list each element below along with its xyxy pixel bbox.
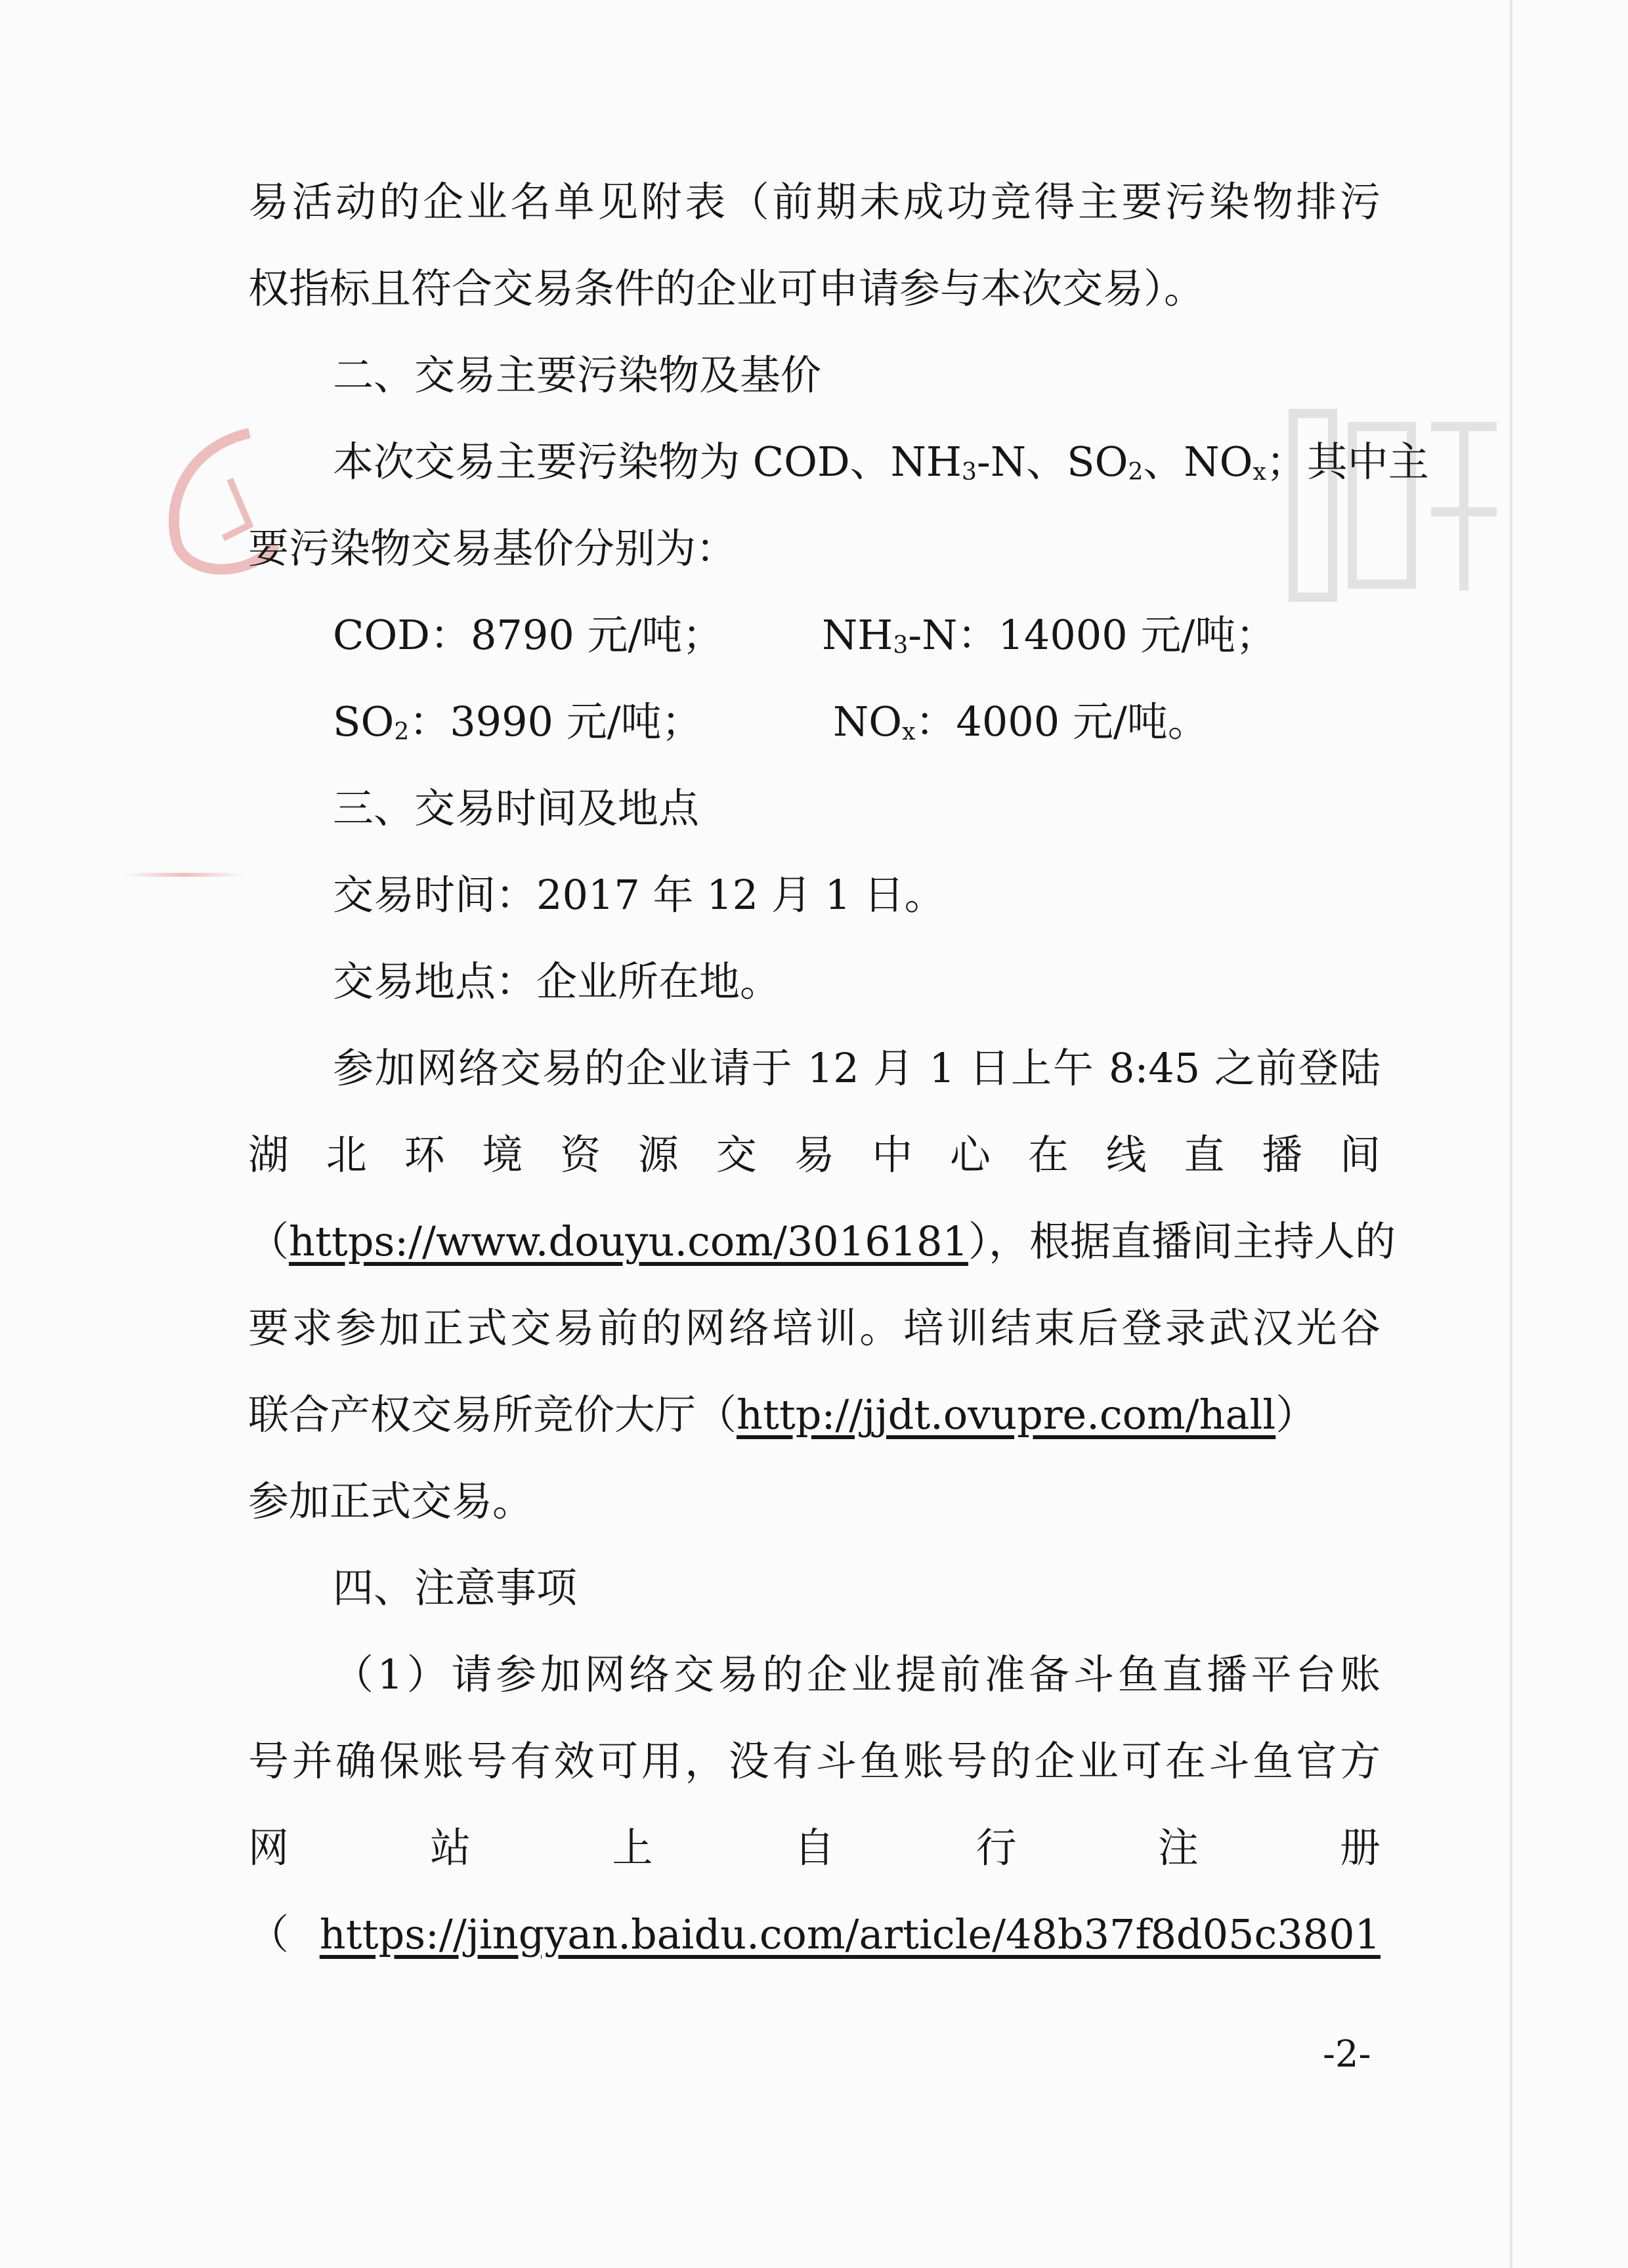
- paragraph-line: [333, 869, 1381, 921]
- char: 自: [794, 1824, 835, 1872]
- char: 间: [1339, 1131, 1381, 1179]
- paragraph-line: [333, 1648, 1381, 1701]
- text-fragment: 、NO: [1143, 438, 1253, 486]
- char: 直: [1184, 1131, 1225, 1179]
- subscript: x: [902, 719, 916, 746]
- trade-place: 交易地点：企业所在地。: [333, 957, 781, 1005]
- paragraph-line: [333, 1042, 1381, 1095]
- text-line: 易活动的企业名单见附表（前期未成功竞得主要污染物排污: [248, 178, 1381, 226]
- char: 行: [975, 1824, 1017, 1872]
- char: 中: [872, 1131, 913, 1179]
- char: 交: [716, 1131, 757, 1179]
- char: 境: [482, 1131, 523, 1179]
- paragraph-line: [248, 262, 1381, 315]
- text-fragment: SO: [333, 698, 395, 746]
- char: 站: [430, 1824, 471, 1872]
- heading-text: 三、交易时间及地点: [333, 784, 700, 832]
- paragraph-line: [248, 176, 1381, 228]
- text-line: 要污染物交易基价分别为：: [248, 524, 737, 572]
- paragraph-line: [248, 1302, 1381, 1354]
- subscript: x: [1253, 459, 1266, 486]
- text-line: 权指标且符合交易条件的企业可申请参与本次交易）。: [248, 264, 1205, 312]
- char: 在: [1027, 1131, 1069, 1179]
- subscript: 3: [962, 459, 977, 486]
- text-fragment: -N、SO: [976, 438, 1128, 486]
- text-fragment: -N：14000 元/吨；: [908, 611, 1277, 659]
- text-fragment: ：3990 元/吨；: [409, 698, 702, 746]
- char: 播: [1262, 1131, 1303, 1179]
- char: 册: [1339, 1824, 1381, 1872]
- char: 环: [404, 1131, 445, 1179]
- text-line: （1）请参加网络交易的企业提前准备斗鱼直播平台账: [333, 1650, 1381, 1698]
- text-fragment: ：4000 元/吨。: [915, 698, 1209, 746]
- paragraph-line: [248, 1389, 1381, 1441]
- paragraph-line-spaced: [248, 1822, 1381, 1874]
- bidding-hall-link[interactable]: http://jjdt.ovupre.com/hall: [737, 1391, 1276, 1438]
- trade-time: 交易时间：2017 年 12 月 1 日。: [333, 871, 945, 919]
- char: 北: [326, 1131, 367, 1179]
- paragraph-line: [248, 1475, 1381, 1528]
- text-fragment: （: [248, 1217, 289, 1265]
- char: 心: [950, 1131, 991, 1179]
- register-guide-link[interactable]: https://jingyan.baidu.com/article/48b37f8d05c3801: [319, 1910, 1381, 1958]
- page-edge: [1510, 0, 1512, 2268]
- text-fragment: NH: [822, 611, 893, 659]
- char: 湖: [248, 1131, 289, 1179]
- text-line: 参加网络交易的企业请于 12 月 1 日上午 8:45 之前登陆: [333, 1044, 1381, 1092]
- char: 注: [1157, 1824, 1199, 1872]
- page-number: -2-: [1323, 2033, 1371, 2076]
- char: 网: [248, 1824, 289, 1872]
- price-nh3n: [822, 609, 1276, 662]
- char: 资: [560, 1131, 601, 1179]
- char: 易: [794, 1131, 835, 1179]
- price-nox: [833, 696, 1209, 748]
- paragraph-line: [333, 956, 1381, 1008]
- paragraph-line: [248, 1215, 1396, 1268]
- douyu-live-link[interactable]: https://www.douyu.com/3016181: [289, 1217, 968, 1265]
- section-heading-2: [333, 349, 1381, 402]
- text-fragment: 联合产权交易所竞价大厅（: [248, 1391, 737, 1438]
- section-heading-3: [333, 782, 1381, 835]
- text-fragment: 本次交易主要污染物为 COD、NH: [333, 438, 962, 486]
- text-line: 要求参加正式交易前的网络培训。培训结束后登录武汉光谷: [248, 1304, 1381, 1352]
- price-row: [333, 696, 1381, 748]
- paragraph-line: [248, 1908, 1381, 1961]
- char: 源: [637, 1131, 679, 1179]
- subscript: 2: [394, 719, 410, 746]
- heading-text: 四、注意事项: [333, 1564, 578, 1612]
- text-fragment: ）: [1275, 1391, 1317, 1438]
- char: 线: [1105, 1131, 1147, 1179]
- subscript: 2: [1128, 459, 1144, 486]
- watermark-mark: [1287, 400, 1503, 610]
- text-fragment: NO: [833, 698, 903, 746]
- price-row: [333, 609, 1381, 662]
- text-fragment: ），根据直播间主持人的: [968, 1217, 1396, 1265]
- text-fragment: （: [248, 1910, 289, 1958]
- paragraph-line: [248, 1735, 1381, 1788]
- heading-text: 二、交易主要污染物及基价: [333, 351, 822, 399]
- section-heading-4: [333, 1562, 1381, 1614]
- paragraph-line-spaced: [248, 1129, 1381, 1181]
- text-fragment: ；其中主: [1266, 438, 1429, 486]
- paragraph-line: [248, 522, 1381, 575]
- price-so2: [333, 698, 702, 746]
- text-line: 号并确保账号有效可用，没有斗鱼账号的企业可在斗鱼官方: [248, 1737, 1381, 1785]
- seal-bleed-line: [125, 873, 243, 877]
- char: 上: [612, 1824, 653, 1872]
- text-line: 参加正式交易。: [248, 1477, 534, 1525]
- price-cod: COD：8790 元/吨；: [333, 611, 723, 659]
- subscript: 3: [893, 632, 909, 659]
- paragraph-line: [333, 436, 1429, 488]
